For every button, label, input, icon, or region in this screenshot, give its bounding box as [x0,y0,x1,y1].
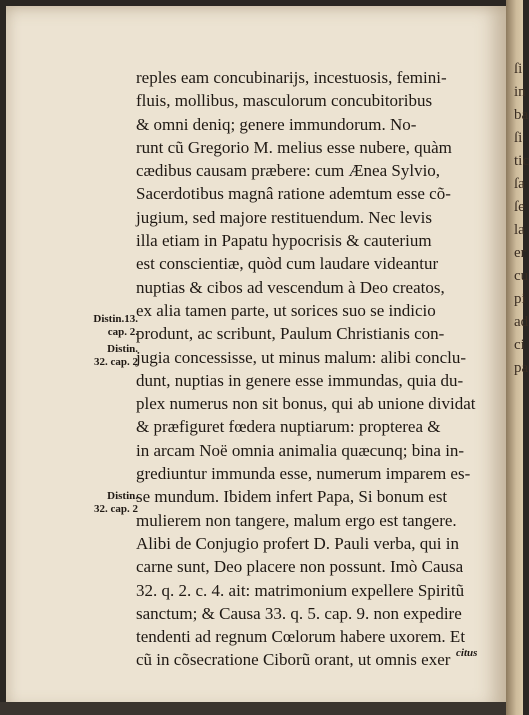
catchword: citus [456,647,478,659]
next-page-edge [506,0,529,715]
text-line: est conscientiæ, quòd cum laudare videantur [136,254,439,274]
edge-glyph: ba [514,107,529,123]
text-line: tendenti ad regnum Cœlorum habere uxorem. Et [136,627,466,647]
edge-glyph: ad [514,314,529,330]
text-line: in arcam Noë omnia animalia quæcunq; bina in- [136,440,465,460]
margin-note: Distin.13. cap. 2. [93,313,138,338]
edge-glyph: ſi [514,130,523,146]
text-line: produnt, ac scribunt, Paulum Christianis con- [136,324,445,344]
text-line: carne sunt, Deo placere non possunt. Imò Causa [136,557,464,577]
text-line: sanctum; & Causa 33. q. 5. cap. 9. non expedire [136,603,462,623]
edge-glyph: cu [514,268,529,284]
edge-glyph: pi [514,291,526,307]
text-line: illa etiam in Papatu hypocrisis & cauterium [136,231,432,251]
text-line: cũ in cõsecratione Ciborũ orant, ut omnis exer [136,650,451,670]
edge-glyph: tic [514,153,529,169]
bottom-shadow [0,702,506,715]
text-line: nuptias & cibos ad vescendum à Deo creatos, [136,277,445,297]
text-line: grediuntur immunda esse, numerum imparem es- [136,464,471,484]
book-page [6,6,506,710]
text-line: Sacerdotibus magnâ ratione ademtum esse cõ- [136,184,451,204]
text-line: runt cũ Gregorio M. melius esse nubere, quàm [136,137,452,157]
edge-glyph: ſi [514,61,523,77]
text-line: 32. q. 2. c. 4. ait: matrimonium expellere Spiritũ [136,580,465,600]
text-line: ex alia tamen parte, ut sorices suo se indicio [136,300,436,320]
edge-glyph: la [514,222,525,238]
main-text [136,66,488,672]
text-line: se mundum. Ibidem infert Papa, Si bonum est [136,487,448,507]
edge-glyph: ci [514,337,525,353]
text-line: plex numerus non sit bonus, qui ab unione dividat [136,394,476,414]
text-line: jugia concessisse, ut minus malum: alibi conclu- [136,347,467,367]
edge-glyph: ſe [514,199,525,215]
text-line: reples eam concubinarijs, incestuosis, femini- [136,68,447,87]
edge-glyph: pa [514,360,529,376]
text-line: & præfiguret fœdera nuptiarum: propterea & [136,417,441,437]
text-line: jugium, sed majore restituendum. Nec levis [136,207,433,227]
margin-note: Distin. 32. cap. 2 [94,490,138,515]
text-line: dunt, nuptias in genere esse immundas, quia du- [136,370,464,390]
text-line: Alibi de Conjugio profert D. Pauli verba, qui in [136,533,459,553]
edge-glyph: ſa [514,176,525,192]
edge-glyph: in [514,84,526,100]
text-line: cædibus causam præbere: cum Ænea Sylvio, [136,161,441,181]
edge-glyph: er [514,245,526,261]
text-line: & omni deniq; genere immundorum. No- [136,114,417,134]
text-line: fluis, mollibus, masculorum concubitoribus [136,91,433,111]
margin-note: Distin. 32. cap. 2 [94,343,138,368]
text-line: mulierem non tangere, malum ergo est tangere. [136,510,457,530]
